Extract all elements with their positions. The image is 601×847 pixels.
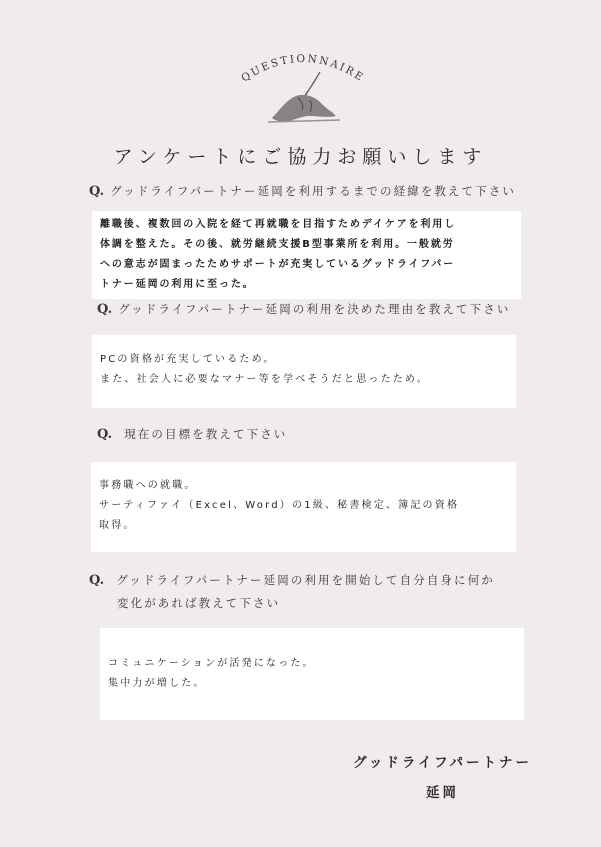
company-name xyxy=(353,748,532,808)
question-3-mark: Q. xyxy=(97,427,113,442)
answer-4-line-1: コミュニケーションが活発になった。 xyxy=(108,658,315,669)
question-2-mark: Q. xyxy=(97,302,113,317)
answer-3-line-1: 事務職への就職。 xyxy=(99,480,197,491)
answer-4-line-2: 集中力が増した。 xyxy=(108,678,206,689)
company-name-line-2: 延岡 xyxy=(426,785,460,801)
page-title: アンケートにご協力お願いします xyxy=(113,146,488,168)
logo-text: QUESTIONNAIRE xyxy=(239,52,367,85)
answer-3-card xyxy=(91,462,516,552)
question-3 xyxy=(97,423,287,446)
question-1-mark: Q. xyxy=(89,184,105,199)
question-1-text: グッドライフパートナー延岡を利用するまでの経緯を教えて下さい xyxy=(110,184,517,198)
answer-1-line-4: トナー延岡の利用に至った。 xyxy=(100,279,255,290)
question-1 xyxy=(89,180,516,203)
question-4-mark: Q. xyxy=(89,573,105,588)
svg-text:QUESTIONNAIRE xyxy=(239,53,366,85)
answer-3-line-2: サーティファイ（Excel、Word）の1級、秘書検定、簿記の資格 xyxy=(99,500,460,511)
answer-1-card xyxy=(92,211,521,299)
hand-writing-with-quill-icon xyxy=(228,40,378,130)
question-2 xyxy=(97,298,510,321)
answer-2-line-1: PCの資格が充実しているため。 xyxy=(100,354,276,365)
answer-2-line-2: また、社会人に必要なマナー等を学べそうだと思ったため。 xyxy=(100,374,429,385)
answer-1-line-2: 体調を整えた。その後、就労継続支援B型事業所を利用。一般就労 xyxy=(100,239,455,250)
answer-2-card xyxy=(92,335,516,408)
question-4-text-line-1: グッドライフパートナー延岡の利用を開始して自分自身に何か xyxy=(116,573,495,587)
answer-1-line-1: 離職後、複数回の入院を経て再就職を目指すためデイケアを利用し xyxy=(100,219,457,230)
answer-4-card xyxy=(100,628,524,720)
question-4-text-line-2: 変化があれば教えて下さい xyxy=(117,596,281,610)
questionnaire-logo xyxy=(228,40,378,130)
company-name-line-1: グッドライフパートナー xyxy=(353,755,532,771)
question-2-text: グッドライフパートナー延岡の利用を決めた理由を教えて下さい xyxy=(118,302,511,316)
question-4 xyxy=(89,569,529,614)
answer-3-line-3: 取得。 xyxy=(99,520,136,531)
answer-1-line-3: への意志が固まったためサポートが充実しているグッドライフパー xyxy=(100,259,456,270)
question-3-text: 現在の目標を教えて下さい xyxy=(124,427,288,441)
